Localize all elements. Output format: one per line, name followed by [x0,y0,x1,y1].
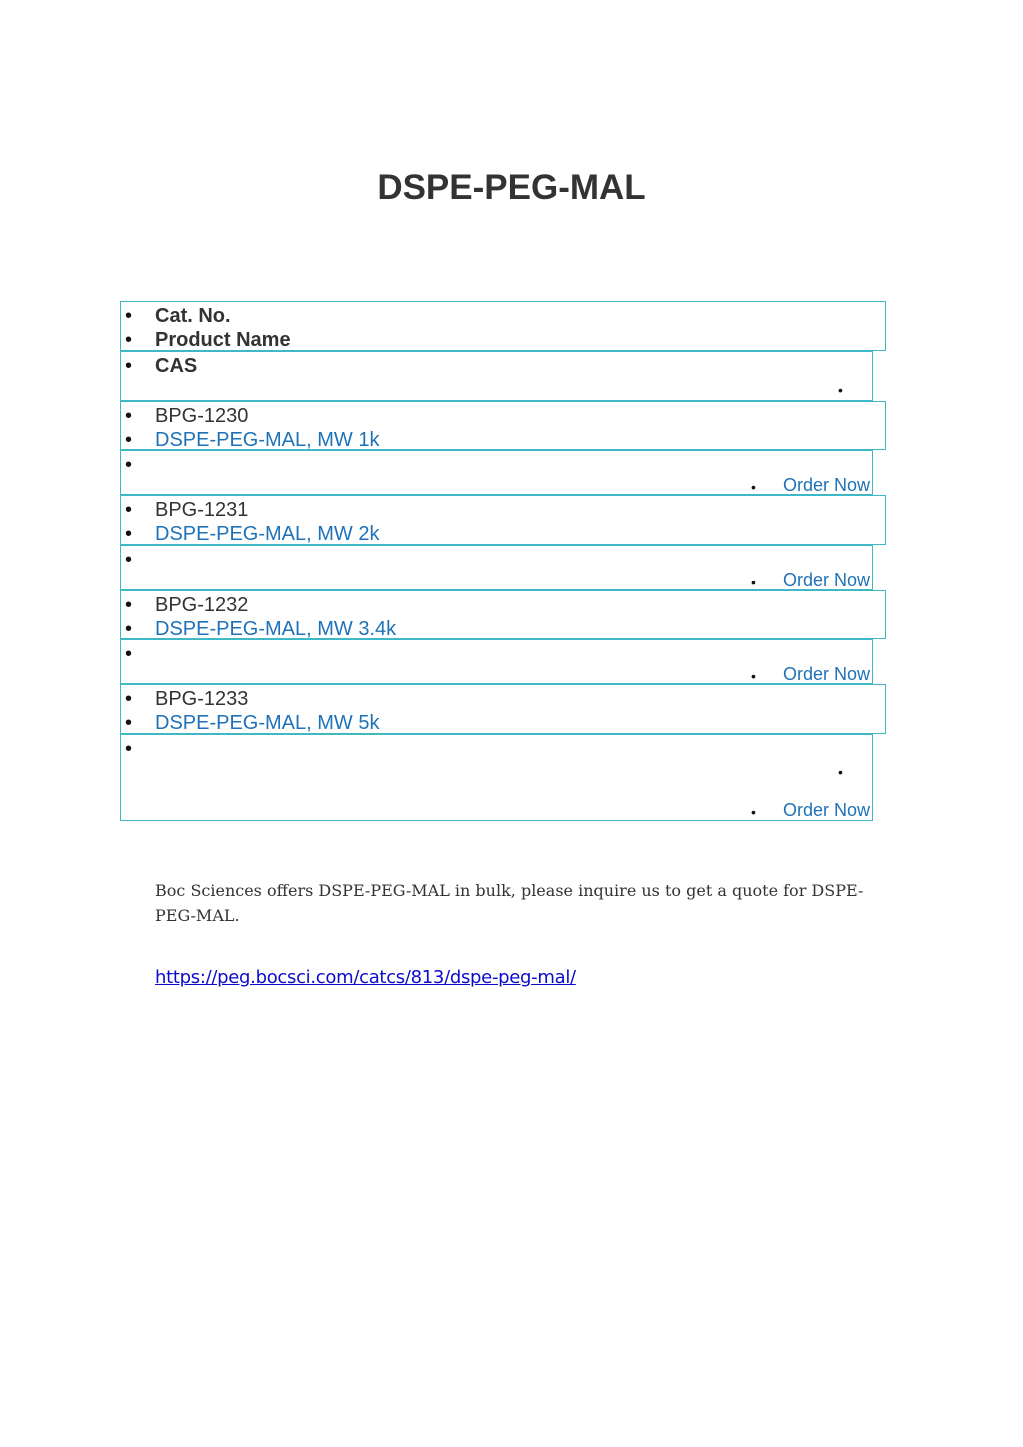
bullet-icon: • [125,329,133,351]
bullet-icon: • [125,523,133,545]
order-now-link[interactable]: Order Now [782,475,870,495]
product-row: • BPG-1230 • DSPE-PEG-MAL, MW 1k [120,401,886,450]
order-now-link[interactable]: Order Now [782,800,870,820]
bullet-icon: • [751,574,756,590]
bullet-icon: • [125,549,133,571]
bullet-icon: • [125,355,133,377]
bullet-icon: • [125,618,133,640]
bullet-icon: • [125,594,133,616]
bullet-icon: • [125,643,133,665]
bullet-icon: • [838,382,843,398]
description-text: Boc Sciences offers DSPE-PEG-MAL in bulk, please inquire us to get a quote for DSPE-PEG-MAL. [155,881,864,925]
bullet-icon: • [125,688,133,710]
product-row: • BPG-1231 • DSPE-PEG-MAL, MW 2k [120,495,886,545]
header-cas-box: • CAS • [120,351,873,401]
product-row: • BPG-1232 • DSPE-PEG-MAL, MW 3.4k [120,590,886,639]
bullet-icon: • [125,712,133,734]
bullet-icon: • [125,305,133,327]
product-order-box [120,450,873,495]
page-title: DSPE-PEG-MAL [377,168,646,207]
bullet-icon: • [838,764,843,780]
product-order-box [120,734,873,821]
bullet-icon: • [125,405,133,427]
bullet-icon: • [125,454,133,476]
bullet-icon: • [125,429,133,451]
bullet-icon: • [751,668,756,684]
bullet-icon: • [751,479,756,495]
product-row: • BPG-1233 • DSPE-PEG-MAL, MW 5k [120,684,886,734]
product-url-link[interactable]: https://peg.bocsci.com/catcs/813/dspe-peg-mal/ [155,967,576,988]
bullet-icon: • [125,499,133,521]
order-now-link[interactable]: Order Now [782,664,870,684]
header-box: • Cat. No. • Product Name [120,301,886,351]
bullet-icon: • [751,804,756,820]
order-now-link[interactable]: Order Now [782,570,870,590]
product-order-box [120,545,873,590]
bullet-icon: • [125,738,133,760]
product-order-box [120,639,873,684]
